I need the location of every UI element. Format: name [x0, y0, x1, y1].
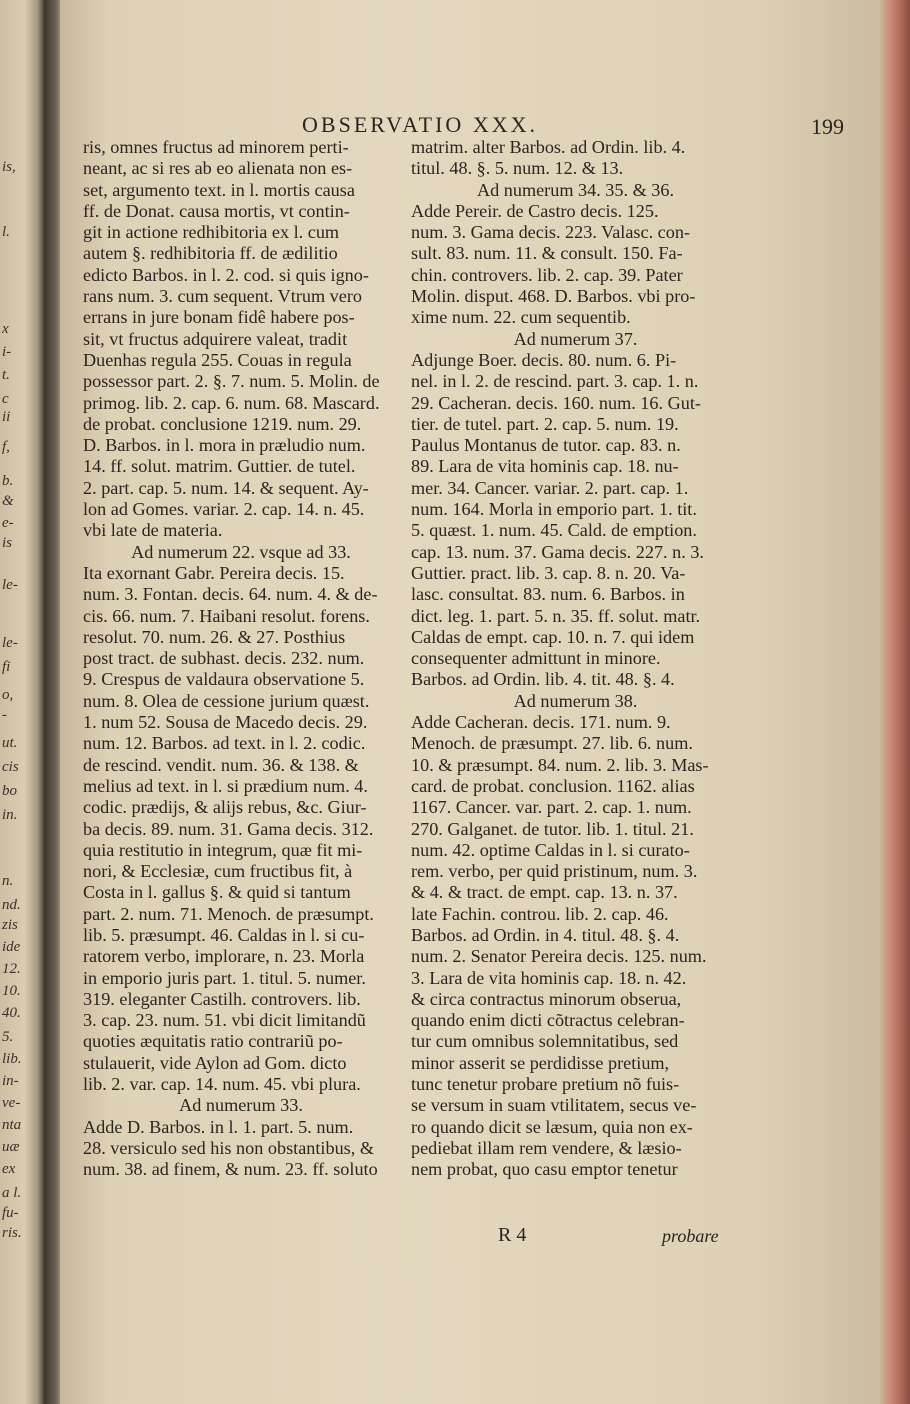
left-margin-fragment: n.: [2, 873, 14, 889]
text-line: lon ad Gomes. variar. 2. cap. 14. n. 45.: [83, 499, 365, 520]
text-line: de probat. conclusione 1219. num. 29.: [83, 413, 362, 434]
text-line: 14. ff. solut. matrim. Guttier. de tutel.: [83, 456, 356, 477]
text-line: 3. Lara de vita hominis cap. 18. n. 42.: [411, 967, 687, 988]
left-margin-fragment: l.: [2, 224, 10, 240]
text-line: num. 2. Senator Pereira decis. 125. num.: [411, 946, 707, 967]
text-line: rem. verbo, per quid pristinum, num. 3.: [411, 861, 698, 882]
left-margin-fragment: nd.: [2, 897, 21, 913]
left-margin-fragment: i-: [2, 344, 12, 360]
text-line: codic. prædijs, & alijs rebus, &c. Giur-: [83, 797, 367, 818]
text-line: num. 164. Morla in emporio part. 1. tit.: [411, 499, 697, 520]
left-margin-fragment: is: [2, 535, 13, 551]
text-line: in emporio juris part. 1. titul. 5. numer.: [83, 967, 366, 988]
left-margin-fragment: b.: [2, 473, 14, 489]
text-line: Caldas de empt. cap. 10. n. 7. qui idem: [411, 626, 695, 647]
text-line: Adde D. Barbos. in l. 1. part. 5. num.: [83, 1116, 354, 1137]
text-line: autem §. redhibitoria ff. de ædilitio: [83, 243, 338, 264]
left-margin-fragment: ve-: [2, 1095, 21, 1111]
page-number: 199: [811, 114, 844, 139]
left-margin-fragment: 40.: [2, 1005, 21, 1021]
text-line: & circa contractus minorum obserua,: [411, 988, 682, 1009]
text-line: card. de probat. conclusion. 1162. alias: [411, 775, 695, 796]
text-line: Ita exornant Gabr. Pereira decis. 15.: [83, 562, 345, 583]
text-line: sit, vt fructus adquirere valeat, tradit: [83, 328, 348, 349]
text-line: num. 3. Gama decis. 223. Valasc. con-: [411, 222, 690, 243]
text-line: matrim. alter Barbos. ad Ordin. lib. 4.: [411, 137, 686, 157]
text-line: chin. controvers. lib. 2. cap. 39. Pater: [411, 264, 683, 285]
text-line: ris, omnes fructus ad minorem perti-: [83, 137, 349, 157]
text-line: 10. & præsumpt. 84. num. 2. lib. 3. Mas-: [411, 754, 709, 775]
text-line: Guttier. pract. lib. 3. cap. 8. n. 20. Va-: [411, 562, 686, 583]
text-line: num. 3. Fontan. decis. 64. num. 4. & de-: [83, 584, 378, 605]
left-margin-fragment: a l.: [2, 1185, 22, 1201]
text-line: Ad numerum 34. 35. & 36.: [476, 179, 675, 200]
text-line: cap. 13. num. 37. Gama decis. 227. n. 3.: [411, 541, 704, 562]
text-line: neant, ac si res ab eo alienata non es-: [83, 158, 353, 179]
text-line: mer. 34. Cancer. variar. 2. part. cap. 1.: [411, 477, 689, 498]
text-line: 28. versiculo sed his non obstantibus, &: [83, 1137, 374, 1158]
text-line: errans in jure bonam fidê habere pos-: [83, 307, 355, 328]
text-line: sult. 83. num. 11. & consult. 150. Fa-: [411, 243, 683, 264]
text-line: xime num. 22. cum sequentib.: [411, 307, 631, 328]
text-line: ratorem verbo, implorare, n. 23. Morla: [83, 946, 365, 967]
text-line: 1167. Cancer. var. part. 2. cap. 1. num.: [411, 797, 692, 818]
left-margin-fragment: x: [2, 321, 9, 337]
left-margin-fragment: bo: [2, 783, 17, 799]
left-margin-fragment: le-: [2, 577, 18, 593]
left-margin-fragment: ex: [2, 1161, 16, 1177]
left-text-column: [83, 137, 399, 1181]
left-margin-fragment: 5.: [2, 1029, 14, 1045]
text-line: Barbos. ad Ordin. lib. 4. tit. 48. §. 4.: [411, 669, 675, 690]
text-line: Costa in l. gallus §. & quid si tantum: [83, 882, 351, 903]
text-line: num. 8. Olea de cessione jurium quæst.: [83, 690, 370, 711]
left-margin-fragment: uæ: [2, 1139, 20, 1155]
text-line: 1. num 52. Sousa de Macedo decis. 29.: [83, 712, 368, 733]
signature-mark: R 4: [498, 1224, 527, 1246]
text-line: Adde Pereir. de Castro decis. 125.: [411, 200, 659, 221]
text-line: 2. part. cap. 5. num. 14. & sequent. Ay-: [83, 477, 369, 498]
text-line: lasc. consultat. 83. num. 6. Barbos. in: [411, 584, 685, 605]
text-line: quoties æquitatis ratio contrariũ po-: [83, 1031, 343, 1052]
text-line: 9. Crespus de valdaura observatione 5.: [83, 669, 365, 690]
left-margin-fragment: ut.: [2, 735, 18, 751]
text-line: lib. 5. præsumpt. 46. Caldas in l. si cu-: [83, 924, 365, 945]
text-line: quando enim dicti cõtractus celebran-: [411, 1010, 685, 1031]
text-line: Ad numerum 33.: [179, 1095, 303, 1116]
left-margin-fragment: c: [2, 391, 9, 407]
page-footer: [60, 1224, 880, 1254]
left-margin-fragment: 10.: [2, 983, 21, 999]
left-margin-fragment: in-: [2, 1073, 19, 1089]
text-line: stulauerit, vide Aylon ad Gom. dicto: [83, 1052, 347, 1073]
text-line: 89. Lara de vita hominis cap. 18. nu-: [411, 456, 679, 477]
left-margin-fragment: ii: [2, 409, 11, 425]
catchword: probare: [662, 1226, 719, 1246]
text-line: D. Barbos. in l. mora in præludio num.: [83, 435, 366, 456]
text-line: tunc tenetur probare pretium nõ fuis-: [411, 1074, 680, 1095]
text-line: nem probat, quo casu emptor tenetur: [411, 1159, 678, 1180]
text-line: quia restitutio in integrum, quæ fit mi-: [83, 839, 363, 860]
text-line: Molin. disput. 468. D. Barbos. vbi pro-: [411, 286, 696, 307]
text-line: tier. de tutel. part. 2. cap. 5. num. 19.: [411, 413, 679, 434]
text-line: lib. 2. var. cap. 14. num. 45. vbi plura.: [83, 1074, 361, 1095]
text-line: nel. in l. 2. de rescind. part. 3. cap. 1. n.: [411, 371, 699, 392]
text-line: Menoch. de præsumpt. 27. lib. 6. num.: [411, 733, 693, 754]
text-line: melius ad text. in l. si prædium num. 4.: [83, 775, 368, 796]
header-title: OBSERVATIO XXX.: [302, 112, 538, 137]
text-line: Ad numerum 37.: [513, 328, 638, 349]
left-margin-fragment: in.: [2, 807, 18, 823]
text-line: edicto Barbos. in l. 2. cod. si quis igno-: [83, 264, 369, 285]
text-line: ro quando dicit se læsum, quia non ex-: [411, 1116, 693, 1137]
left-page-edge: [0, 0, 44, 1404]
left-margin-fragment: nta: [2, 1117, 22, 1133]
text-line: 3. cap. 23. num. 51. vbi dicit limitandũ: [83, 1010, 366, 1031]
text-line: part. 2. num. 71. Menoch. de præsumpt.: [83, 903, 374, 924]
left-margin-fragment: le-: [2, 635, 18, 651]
text-line: dict. leg. 1. part. 5. n. 35. ff. solut. matr.: [411, 605, 701, 626]
left-margin-fragment: zis: [2, 917, 18, 933]
text-line: se versum in suam vtilitatem, secus ve-: [411, 1095, 697, 1116]
left-margin-fragment: f,: [2, 439, 10, 455]
text-line: & 4. & tract. de empt. cap. 13. n. 37.: [411, 882, 678, 903]
text-line: 319. eleganter Castilh. controvers. lib.: [83, 988, 361, 1009]
text-line: primog. lib. 2. cap. 6. num. 68. Mascard.: [83, 392, 380, 413]
text-line: git in actione redhibitoria ex l. cum: [83, 222, 340, 243]
text-line: de rescind. vendit. num. 36. & 138. &: [83, 754, 359, 775]
left-margin-fragment: 12.: [2, 961, 21, 977]
left-margin-fragment: fi: [2, 659, 11, 675]
text-line: vbi late de materia.: [83, 520, 223, 541]
text-line: Adde Cacheran. decis. 171. num. 9.: [411, 712, 671, 733]
left-margin-fragment: &: [2, 493, 14, 509]
left-margin-fragment: ide: [2, 939, 21, 955]
right-text-column: [411, 137, 740, 1181]
left-margin-fragment: e-: [2, 515, 14, 531]
text-line: ff. de Donat. causa mortis, vt contin-: [83, 200, 350, 221]
red-page-edge: [880, 0, 910, 1404]
text-line: Duenhas regula 255. Couas in regula: [83, 349, 352, 370]
text-line: post tract. de subhast. decis. 232. num.: [83, 648, 365, 669]
text-line: 29. Cacheran. decis. 160. num. 16. Gut-: [411, 392, 701, 413]
left-margin-fragment: is,: [2, 159, 16, 175]
text-line: resolut. 70. num. 26. & 27. Posthius: [83, 626, 346, 647]
text-line: tur cum omnibus solemnitatibus, sed: [411, 1031, 679, 1052]
text-line: set, argumento text. in l. mortis causa: [83, 179, 355, 200]
text-line: consequenter admittunt in minore.: [411, 648, 661, 669]
text-line: pediebat illam rem vendere, & læsio-: [411, 1137, 682, 1158]
text-line: 270. Galganet. de tutor. lib. 1. titul. 21.: [411, 818, 694, 839]
text-line: nori, & Ecclesiæ, cum fructibus fit, à: [83, 861, 353, 882]
text-line: Barbos. ad Ordin. in 4. titul. 48. §. 4.: [411, 924, 680, 945]
text-line: ba decis. 89. num. 31. Gama decis. 312.: [83, 818, 374, 839]
text-line: num. 42. optime Caldas in l. si curato-: [411, 839, 690, 860]
left-margin-fragment: fu-: [2, 1205, 19, 1221]
text-line: 5. quæst. 1. num. 45. Cald. de emption.: [411, 520, 697, 541]
left-margin-fragment: lib.: [2, 1051, 22, 1067]
left-margin-fragment: t.: [2, 367, 10, 383]
text-line: Ad numerum 38.: [513, 690, 638, 711]
text-line: possessor part. 2. §. 7. num. 5. Molin. de: [83, 371, 380, 392]
text-line: late Fachin. controu. lib. 2. cap. 46.: [411, 903, 669, 924]
text-line: minor asserit se perdidisse pretium,: [411, 1052, 670, 1073]
text-line: titul. 48. §. 5. num. 12. & 13.: [411, 158, 624, 179]
left-margin-fragment: -: [2, 707, 7, 723]
left-margin-fragment: cis: [2, 759, 19, 775]
text-line: num. 38. ad finem, & num. 23. ff. soluto: [83, 1159, 378, 1180]
left-margin-fragment: ris.: [2, 1225, 22, 1241]
text-line: Ad numerum 22. vsque ad 33.: [131, 541, 351, 562]
text-line: num. 12. Barbos. ad text. in l. 2. codic.: [83, 733, 366, 754]
text-line: rans num. 3. cum sequent. Vtrum vero: [83, 286, 362, 307]
text-line: Adjunge Boer. decis. 80. num. 6. Pi-: [411, 349, 677, 370]
left-margin-fragment: o,: [2, 687, 14, 703]
text-line: cis. 66. num. 7. Haibani resolut. forens.: [83, 605, 370, 626]
text-line: Paulus Montanus de tutor. cap. 83. n.: [411, 435, 681, 456]
